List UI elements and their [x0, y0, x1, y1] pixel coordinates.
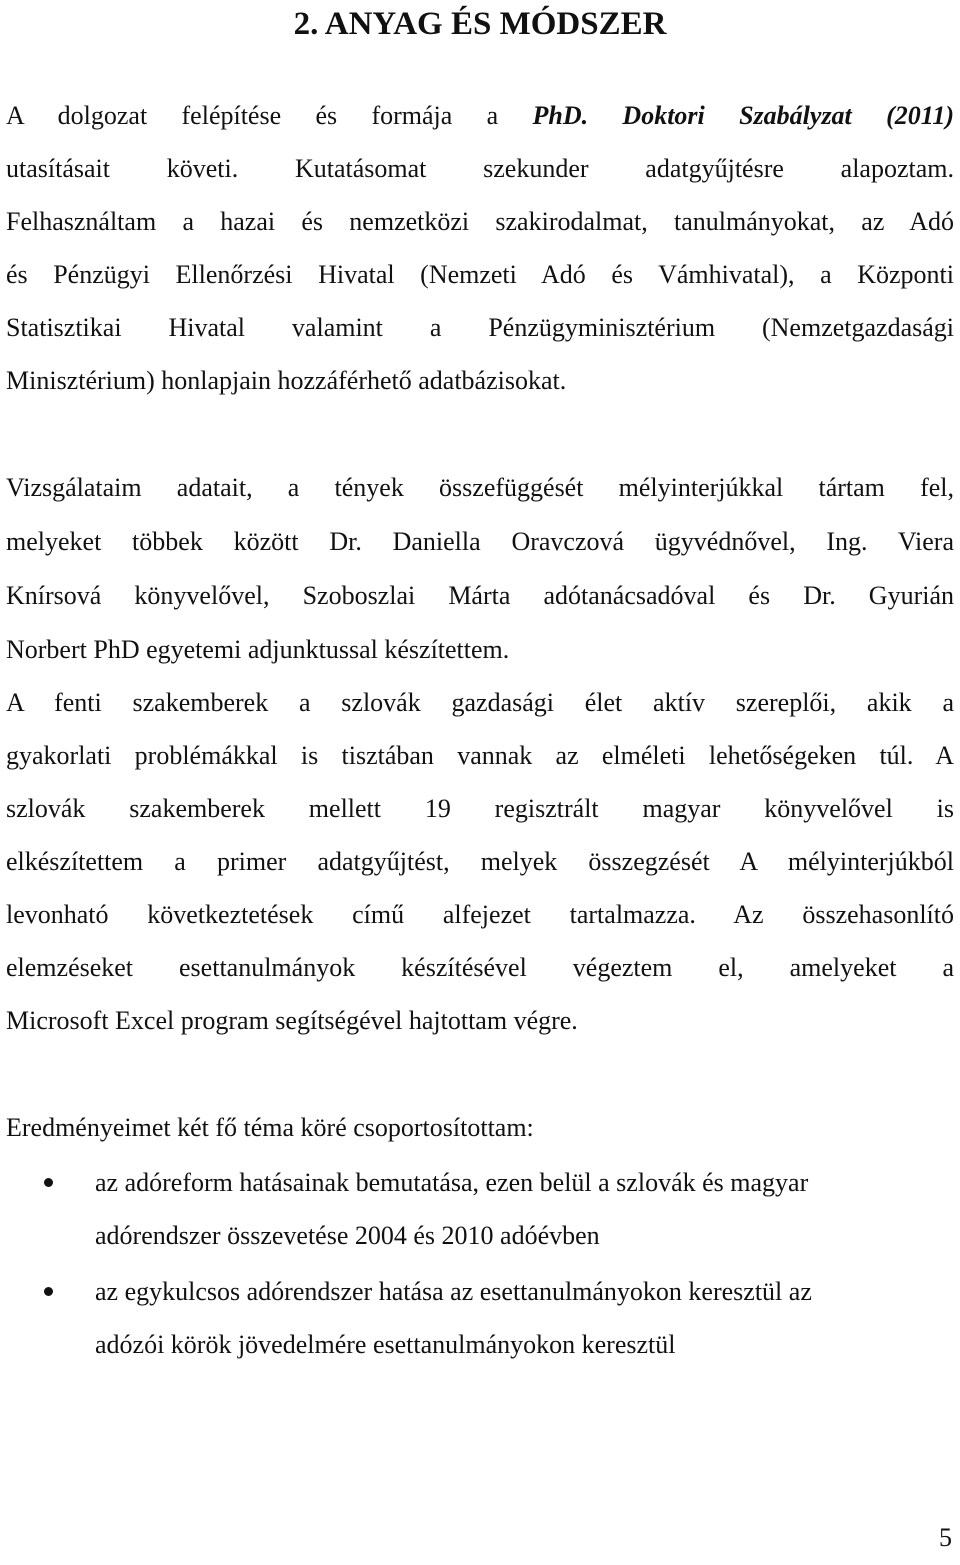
paragraph-3-line-1: A fenti szakemberek a szlovák gazdasági élet aktív szereplői, akik a: [6, 688, 954, 717]
bullet-1-line-1: az adóreform hatásainak bemutatása, ezen belül a szlovák és magyar: [95, 1168, 809, 1197]
bullet-dot-2: [44, 1287, 53, 1296]
paragraph-1-line-2: utasításait követi. Kutatásomat szekunder adatgyűjtésre alapoztam.: [6, 154, 954, 183]
results-intro: Eredményeimet két fő téma köré csoportosítottam:: [6, 1113, 534, 1142]
paragraph-1-line-5: Statisztikai Hivatal valamint a Pénzügyminisztérium (Nemzetgazdasági: [6, 313, 954, 342]
paragraph-3-line-4: elkészítettem a primer adatgyűjtést, melyek összegzését A mélyinterjúkból: [6, 847, 954, 876]
paragraph-3-line-7: Microsoft Excel program segítségével hajtottam végre.: [6, 1006, 578, 1035]
section-heading: 2. ANYAG ÉS MÓDSZER: [293, 6, 667, 42]
paragraph-1-line-1: [6, 100, 954, 132]
bullet-dot-1: [44, 1178, 53, 1187]
paragraph-1-line-4: és Pénzügyi Ellenőrzési Hivatal (Nemzeti Adó és Vámhivatal), a Központi: [6, 260, 954, 289]
paragraph-3-line-3: szlovák szakemberek mellett 19 regisztrált magyar könyvelővel is: [6, 794, 954, 823]
bullet-1-line-2: adórendszer összevetése 2004 és 2010 adóévben: [95, 1221, 600, 1250]
paragraph-3-line-6: elemzéseket esettanulmányok készítésével végeztem el, amelyeket a: [6, 953, 954, 982]
bullet-2-line-2: adózói körök jövedelmére esettanulmányokon keresztül: [95, 1330, 676, 1359]
paragraph-2-line-1: Vizsgálataim adatait, a tények összefüggését mélyinterjúkkal tártam fel,: [6, 473, 954, 502]
paragraph-2-line-4: Norbert PhD egyetemi adjunktussal készítettem.: [6, 635, 510, 664]
paragraph-1-line-1-text: A dolgozat felépítése és formája a: [6, 101, 533, 130]
paragraph-1-line-3: Felhasználtam a hazai és nemzetközi szakirodalmat, tanulmányokat, az Adó: [6, 207, 954, 236]
bullet-2-line-1: az egykulcsos adórendszer hatása az esettanulmányokon keresztül az: [95, 1277, 812, 1306]
paragraph-2-line-2: melyeket többek között Dr. Daniella Oravczová ügyvédnővel, Ing. Viera: [6, 527, 954, 556]
paragraph-2-line-3: Knírsová könyvelővel, Szoboszlai Márta adótanácsadóval és Dr. Gyurián: [6, 581, 954, 610]
paragraph-1-line-6: Minisztérium) honlapjain hozzáférhető adatbázisokat.: [6, 366, 567, 395]
page-number: 5: [939, 1523, 952, 1552]
paragraph-3-line-5: levonható következtetések című alfejezet tartalmazza. Az összehasonlító: [6, 900, 954, 929]
paragraph-3-line-2: gyakorlati problémákkal is tisztában vannak az elméleti lehetőségeken túl. A: [6, 741, 954, 770]
doctoral-regulation-reference: PhD. Doktori Szabályzat (2011): [532, 101, 954, 130]
